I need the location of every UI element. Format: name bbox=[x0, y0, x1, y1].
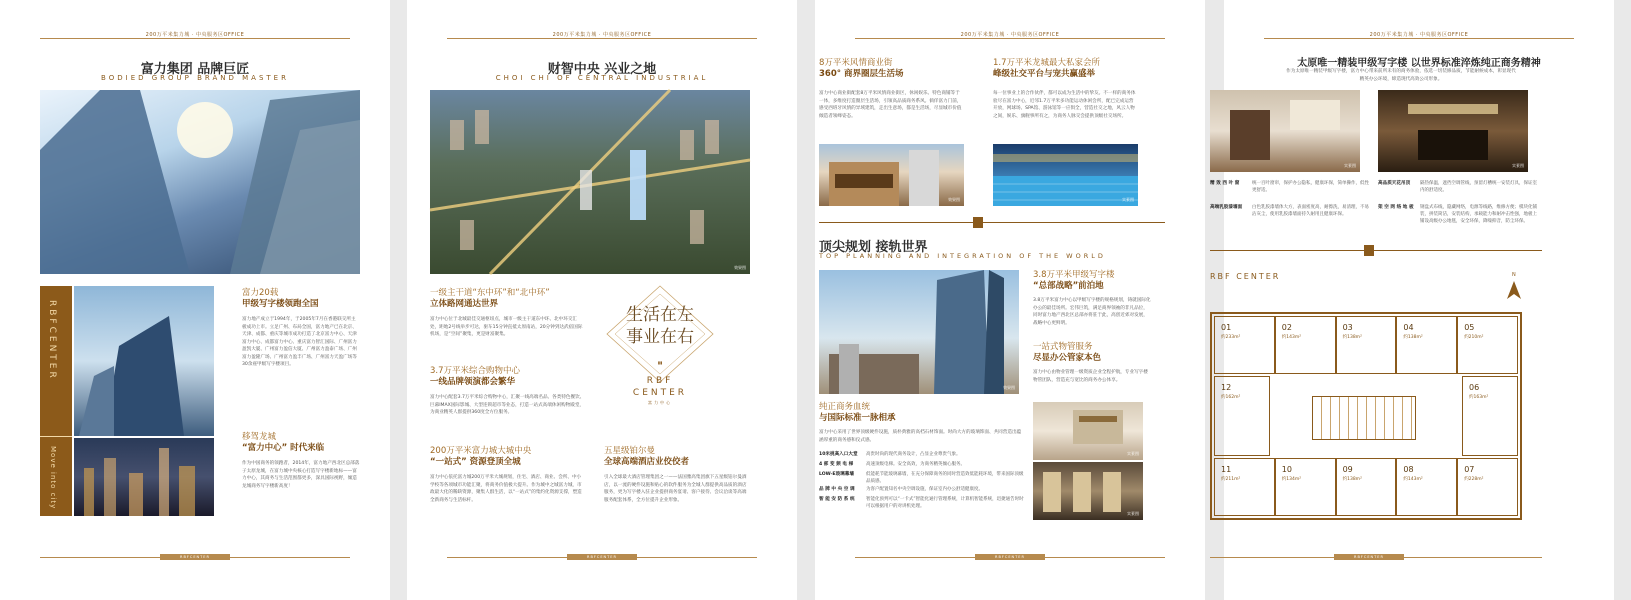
section-heading: 一站式物管服务 bbox=[1033, 342, 1093, 352]
image-caption: 实景图 bbox=[1127, 511, 1139, 516]
page-title: 太原唯一精装甲级写字楼 以世界标准淬炼纯正商务精神 bbox=[1297, 58, 1541, 69]
floor-plan-room bbox=[1457, 316, 1518, 374]
section-heading: 200万平米富力城大城中央 bbox=[430, 446, 532, 456]
section-body: 引入全球最大酒店管理集团之一——法国雅高集团旗下五星级铂尔曼酒店，以一流的硬件设施和贴心的软件服务为全城人群提供高品质的酒店服务，更为写字楼入驻企业提供商务宴请、客户接待、会议洽谈等高端服务配套体系，全方位提升企业形象。 bbox=[604, 475, 747, 503]
building-core bbox=[1312, 396, 1416, 440]
image-caption: 实景图 bbox=[1122, 197, 1134, 202]
image-caption: 实景图 bbox=[1512, 163, 1524, 168]
room-area: 约162m² bbox=[1221, 395, 1241, 400]
section-heading: 移驾龙城 bbox=[242, 432, 277, 442]
tower-rendering-illustration bbox=[819, 270, 1019, 394]
page-title: 顶尖规划 接轨世界 bbox=[819, 240, 928, 255]
room-number: 03 bbox=[1342, 323, 1353, 332]
section-heading: 3.8万平米甲级写字楼 bbox=[1033, 270, 1115, 280]
floor-plan-room bbox=[1275, 458, 1336, 516]
city-illustration bbox=[74, 438, 214, 516]
section-body: 富力中心由物业管理一级资质企业全程护航，专业写字楼物管团队，营造充与宽比的商务办公体享。 bbox=[1033, 370, 1148, 383]
section-subheading: 尽显办公管家本色 bbox=[1033, 353, 1102, 363]
page-header: 200万平米集力城 · 中央服务区OFFICE bbox=[1224, 31, 1614, 38]
vertical-brand-text: RBFCENTER bbox=[47, 300, 57, 381]
room-number: 12 bbox=[1221, 383, 1232, 392]
spec-item bbox=[1378, 180, 1538, 204]
header-rule bbox=[447, 38, 757, 39]
page-title: 富力集团 品牌巨匠 bbox=[140, 62, 250, 77]
room-number: 11 bbox=[1221, 465, 1232, 474]
section-subheading: 峰级社交平台与宠共赢盛举 bbox=[993, 69, 1096, 79]
footer-badge: RBFCENTER bbox=[567, 554, 637, 560]
room-area: 约138m² bbox=[1403, 335, 1423, 340]
logo-mark: ▮▮ bbox=[657, 360, 663, 365]
footer-badge: RBFCENTER bbox=[975, 554, 1045, 560]
section-heading: 3.7万平米综合购物中心 bbox=[430, 366, 521, 376]
spec-row bbox=[819, 471, 1024, 486]
pool-illustration bbox=[993, 144, 1138, 206]
section-body: 富力中心依托富力城200万平米大城规划，住宅、酒店、商业、会所、中小学校等各项城市功能汇聚，将商务价值极大提升。作为城中之城富力城，市政最大化的稀缺资源，聚集人群生活，以“一站式”的集约化资源支撑，塑造全新商务与生活标杆。 bbox=[430, 475, 582, 503]
page-subtitle: TOP PLANNING AND INTEGRATION OF THE WORLD bbox=[819, 252, 1106, 260]
spec-label: 10米挑高入口大堂 bbox=[819, 452, 858, 457]
page-header: 200万平米集力城 · 中央服务区OFFICE bbox=[0, 31, 390, 38]
spec-item bbox=[1210, 204, 1370, 228]
section-subheading: 甲级写字楼领跑全国 bbox=[242, 299, 319, 309]
section-divider bbox=[819, 222, 1165, 223]
interior-photo-1 bbox=[1210, 90, 1360, 172]
floor-plan bbox=[1210, 312, 1522, 520]
sidebar-divider bbox=[40, 436, 72, 437]
divider-mark bbox=[973, 217, 983, 228]
floor-plan-room bbox=[1275, 316, 1336, 374]
slogan-line-2: 事业在右 bbox=[626, 327, 694, 347]
spec-label: 高品质天花吊顶 bbox=[1378, 181, 1411, 186]
section-body: 富力中心配套3.7万平米综合购物中心，汇聚一线高端名品、各类特色餐饮、巨幕IMAX国际影城、大型连锁超市等业态，打造一站式高端休闲购物殿堂，为商业精英人群提供360度全方位服务。 bbox=[430, 395, 585, 415]
street-illustration bbox=[819, 144, 964, 206]
floor-plan-room bbox=[1214, 316, 1275, 374]
floor-plan-room bbox=[1214, 376, 1270, 456]
floor-plan-room bbox=[1396, 316, 1457, 374]
brochure-page-1 bbox=[0, 0, 390, 600]
slogan-line-1: 生活在左 bbox=[626, 305, 694, 325]
image-caption: 实景图 bbox=[1344, 163, 1356, 168]
footer-badge: RBFCENTER bbox=[160, 554, 230, 560]
aerial-rendering bbox=[430, 90, 750, 274]
spec-text: 统一百叶窗帘，保护办公隐私，健康环保，简单操作，低性更舒适。 bbox=[1252, 181, 1369, 193]
page-header: 200万平米集力城 · 中央服务区OFFICE bbox=[815, 31, 1205, 38]
section-body: 富力中心采用了世界顶级硬件设施，质朴典雅的高档石材饰面。时尚大方的玻璃饰面、共同营造出蕴涵厚重的商务感和仪式感。 bbox=[819, 430, 1022, 443]
logo-center: CENTER bbox=[632, 388, 688, 398]
interior-illustration-1 bbox=[1210, 90, 1360, 172]
section-subheading: 立体路网通达世界 bbox=[430, 299, 499, 309]
logo-cn: 富力中心 bbox=[648, 400, 672, 405]
spec-text: 隔热保温，遮挡空调管线，预留灯槽统一安装灯具，保证室内的舒适度。 bbox=[1420, 181, 1537, 193]
header-rule bbox=[855, 38, 1165, 39]
room-area: 约143m² bbox=[1403, 477, 1423, 482]
north-arrow-icon bbox=[1506, 280, 1522, 300]
room-area: 约138m² bbox=[1342, 477, 1362, 482]
image-caption: 效果图 bbox=[1003, 385, 1015, 390]
logo-rbf: RBF bbox=[646, 376, 674, 386]
floor-plan-room bbox=[1214, 458, 1275, 516]
elevator-hall-photo bbox=[1033, 462, 1143, 520]
page-header: 200万平米集力城 · 中央服务区OFFICE bbox=[407, 31, 797, 38]
spec-text: 高速顶级电梯。安全高效，为商务精英倾心服务。 bbox=[866, 462, 965, 467]
spec-label: 架 空 网 络 地 板 bbox=[1378, 205, 1414, 210]
floor-plan-room bbox=[1396, 458, 1457, 516]
spec-row bbox=[819, 461, 1024, 471]
image-caption: 效果图 bbox=[734, 265, 746, 270]
spec-label: 高端乳胶漆墙面 bbox=[1210, 205, 1243, 210]
section-body: 富力地产成立于1994年，于2005年7月在香港联交所主板成功上市。立足广州、布局全国，富力地产已在北京、天津、成都、重庆等城市成功打造了北京富力中心、天津富力中心、成都富力中心、重庆富力智汇国际、广州富力盈凯大厦、广州富力盈信大厦、广州富力盈泰广场、广州富力盈隆广场、广州富力盈丰广场、广州富力天盈广场等30余座甲级写字楼项目。 bbox=[242, 317, 357, 367]
spec-row bbox=[819, 451, 1024, 461]
commercial-street-photo bbox=[819, 144, 964, 206]
spec-label: 智 能 安 防 系 统 bbox=[819, 497, 855, 502]
aerial-illustration bbox=[430, 90, 750, 274]
brochure-page-2 bbox=[407, 0, 797, 600]
section-subheading: “总部战略”前泊地 bbox=[1033, 281, 1104, 291]
slogan bbox=[605, 304, 715, 348]
spec-grid bbox=[1210, 180, 1537, 240]
room-number: 05 bbox=[1464, 323, 1475, 332]
floor-plan-room bbox=[1462, 376, 1518, 456]
room-area: 约134m² bbox=[1281, 477, 1302, 482]
room-area: 约233m² bbox=[1221, 335, 1241, 340]
skyscraper-illustration bbox=[40, 90, 360, 274]
pool-photo bbox=[993, 144, 1138, 206]
spec-label: 品 牌 中 央 空 调 bbox=[819, 487, 855, 492]
section-heading: 一级主干道“东中环”和“北中环” bbox=[430, 288, 550, 298]
section-body: 每一位事业上的合作伙伴，都可以成为生活中的挚友。不一样的商务体验尽在富力中心，近邻1.7万平米多功能运动休闲会所，配已完成运营开放，网球场、SPA馆、游泳馆等一应俱全，营造社交之地，风云人物之间，娱乐、旗舰事所有之，为商务人脉交会提供顶级社交场所。 bbox=[993, 91, 1136, 119]
spec-text: 低能耗节能玻璃幕墙，在充分保障商务的同时营造效低能耗环境，带来国际顶级品质感。 bbox=[866, 472, 1024, 484]
floor-plan-room bbox=[1336, 458, 1397, 516]
room-area: 约138m² bbox=[1342, 335, 1362, 340]
room-area: 约143m² bbox=[1281, 335, 1302, 340]
intro-text: 作为太原唯一精装甲级写字楼，富力中心带来前所未有的商务体验，依选一切装修品质，节能耐候成本，彰显现代精英办公环境，缔造现代高效公司形象。 bbox=[1286, 69, 1516, 82]
page-subtitle: BODIED GROUP BRAND MASTER bbox=[101, 74, 289, 82]
room-number: 07 bbox=[1464, 465, 1475, 474]
spec-label: 精 致 西 叶 窗 bbox=[1210, 181, 1240, 186]
section-subheading: 360° 商界圈层生活场 bbox=[819, 69, 904, 79]
room-number: 09 bbox=[1342, 465, 1353, 474]
room-number: 04 bbox=[1403, 323, 1414, 332]
header-rule bbox=[40, 38, 350, 39]
north-label: N bbox=[1512, 272, 1516, 278]
tower-illustration bbox=[74, 286, 214, 436]
city-night-photo bbox=[74, 438, 214, 516]
tower-photo bbox=[74, 286, 214, 436]
section-subheading: “一站式” 资源登顶全城 bbox=[430, 457, 521, 467]
room-area: 约211m² bbox=[1221, 477, 1241, 482]
brochure-page-4 bbox=[1210, 0, 1614, 600]
room-number: 01 bbox=[1221, 323, 1232, 332]
room-area: 约163m² bbox=[1469, 395, 1489, 400]
brand-sidebar bbox=[40, 286, 72, 516]
spec-list bbox=[819, 451, 1024, 509]
spec-item bbox=[1210, 180, 1370, 204]
room-number: 06 bbox=[1469, 383, 1480, 392]
spec-text: 为客户配置知名中央空调设施，保证室内办公舒适健康度。 bbox=[866, 487, 983, 492]
section-divider bbox=[1210, 250, 1542, 251]
divider-mark bbox=[1364, 245, 1374, 256]
spec-text: 白色乳胶漆墙体大方，表面密度高，耐擦洗，易清理，不易沾灰尘，使用乳胶漆墙面持久耐用且健康环保。 bbox=[1252, 205, 1369, 217]
spec-text: 钢盘式布线，隐藏网络，电源等线路，维修方便；模块化铺装，拼装简洁，安装结构，承载能力和耐冲击性强，地板上铺设高级办公地毯，安全环保，降噪抑音，防尘环保。 bbox=[1420, 205, 1537, 224]
interior-photo-2 bbox=[1378, 90, 1528, 172]
interior-illustration-2 bbox=[1378, 90, 1528, 172]
plan-title: RBF CENTER bbox=[1210, 272, 1281, 281]
section-body: 富力中心商业街配套8万平米风情商业街区，休闲娱乐、特色商铺等于一体，多维度打造圈层生活场，引领高品质商务系风。倘佯富力门前，感受西班牙风情的异域建筑，走出生意场，都是生活场，尽显城市价值倾造者领峰姿态。 bbox=[819, 91, 962, 119]
image-caption: 实景图 bbox=[1127, 451, 1139, 456]
section-subheading: 一线品牌领演都会繁华 bbox=[430, 377, 516, 387]
page-subtitle: CHOI CHI OF CENTRAL INDUSTRIAL bbox=[495, 74, 709, 82]
room-number: 10 bbox=[1281, 465, 1292, 474]
spec-text: 智能化预判可以“一卡式”智能化通行管理系统，计算机智能系统，迅捷通告时时可以根据用户的对讲机处理。 bbox=[866, 497, 1024, 509]
spec-label: 4 部 变 频 电 梯 bbox=[819, 462, 854, 467]
section-subheading: “富力中心” 时代来临 bbox=[242, 443, 325, 453]
section-body: 3.8万平米富力中心以甲级写字楼的规格规划，铸就国际化办公的最佳场所。宏伟巨筑，满足商界领袖的非凡品位，同时富力地产西北区总部亦将驻于此，高创近郊对发展，战略中心更鲜明。 bbox=[1033, 298, 1151, 326]
room-number: 08 bbox=[1403, 465, 1414, 474]
brochure-page-3 bbox=[815, 0, 1205, 600]
spec-item bbox=[1378, 204, 1538, 228]
spec-row bbox=[819, 496, 1024, 509]
floor-plan-room bbox=[1457, 458, 1518, 516]
room-number: 02 bbox=[1281, 323, 1292, 332]
section-heading: 8万平米风情商业街 bbox=[819, 58, 893, 68]
office-tower-rendering bbox=[819, 270, 1019, 394]
spec-row bbox=[819, 486, 1024, 496]
image-caption: 效果图 bbox=[948, 197, 960, 202]
page-title: 财智中央 兴业之地 bbox=[547, 62, 657, 77]
spec-label: LOW-E玻璃幕墙 bbox=[819, 472, 854, 477]
floor-plan-room bbox=[1336, 316, 1397, 374]
room-area: 约228m² bbox=[1464, 477, 1484, 482]
section-subheading: 与国际标准一脉相承 bbox=[819, 413, 896, 423]
footer-badge: RBFCENTER bbox=[1334, 554, 1404, 560]
section-heading: 富力20载 bbox=[242, 288, 279, 298]
section-heading: 五星级铂尔曼 bbox=[604, 446, 656, 456]
vertical-move-text: Move into city bbox=[49, 446, 57, 510]
room-area: 约210m² bbox=[1464, 335, 1484, 340]
section-subheading: 全球高端酒店业佼佼者 bbox=[604, 457, 690, 467]
section-heading: 1.7万平米龙城最大私家会所 bbox=[993, 58, 1101, 68]
header-rule bbox=[1264, 38, 1574, 39]
skyscraper-photo bbox=[40, 90, 360, 274]
lobby-photo bbox=[1033, 402, 1143, 460]
section-body: 作为中国商务的领跑者，2014年，富力地产西北区总部落子太原龙城，在富力城中央核心打造写字楼新地标——富力中心，其商务与生活范围都更多，深具国际视野，倾造龙城商务写字楼新高度！ bbox=[242, 461, 360, 489]
section-heading: 纯正商务血统 bbox=[819, 402, 871, 412]
section-body: 富力中心位于北城最佳交通枢纽点，城市一级主干道东中环、北中环交汇处，距地2号线举步可达，驱车15分钟直抵太原南站，20分钟到达武宿国际机场，是“空间”聚集，更是财富聚集。 bbox=[430, 317, 583, 337]
spec-text: 高贵时尚的现代商务设计，凸显企业尊贵气象。 bbox=[866, 452, 961, 457]
